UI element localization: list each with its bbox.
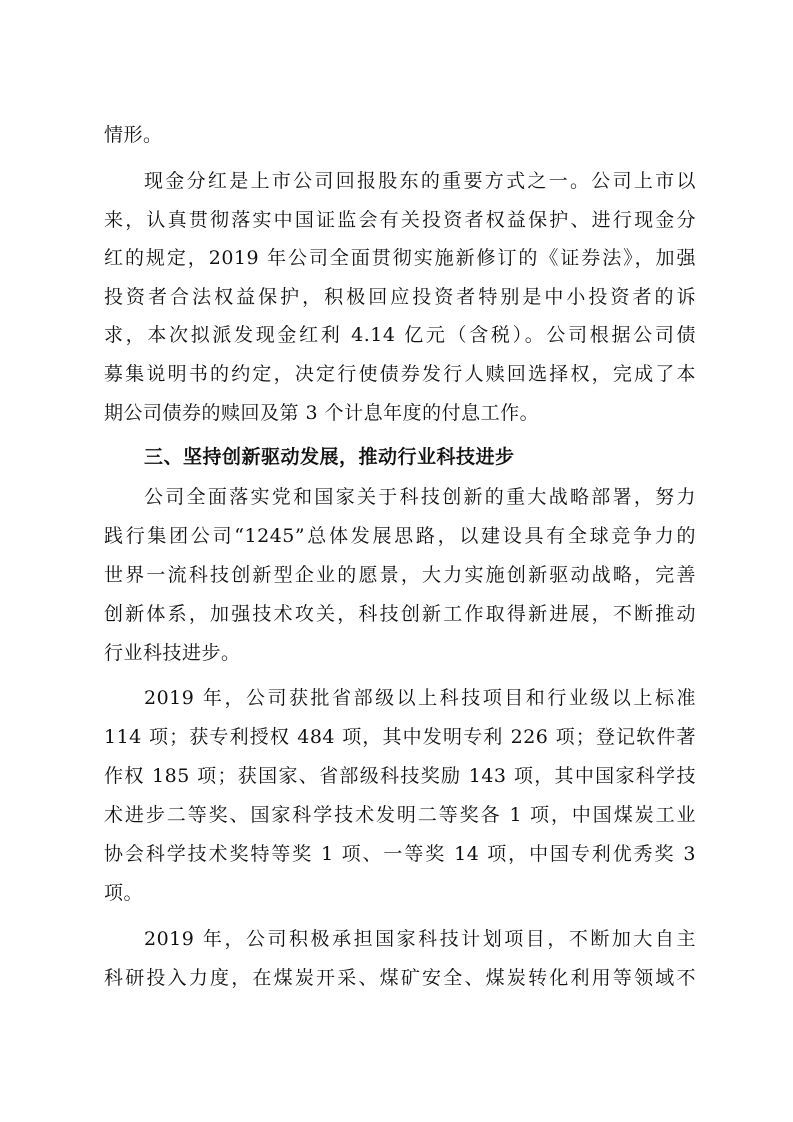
paragraph-innovation-line: 创新体系，加强技术攻关，科技创新工作取得新进展，不断推动 xyxy=(104,603,696,625)
paragraph-dividend-line: 来，认真贯彻落实中国证监会有关投资者权益保护、进行现金分 xyxy=(104,209,696,231)
paragraph-fragment-line: 情形。 xyxy=(104,124,163,146)
paragraph-dividend-line: 现金分红是上市公司回报股东的重要方式之一。公司上市以 xyxy=(144,170,696,192)
paragraph-dividend-line: 投资者合法权益保护，积极回应投资者特别是中小投资者的诉 xyxy=(104,286,696,308)
paragraph-achievements-line: 2019 年，公司获批省部级以上科技项目和行业级以上标准 xyxy=(144,687,696,709)
paragraph-dividend-line: 期公司债券的赎回及第 3 个计息年度的付息工作。 xyxy=(104,402,540,424)
paragraph-achievements-line: 项。 xyxy=(104,882,144,904)
paragraph-research-line: 2019 年，公司积极承担国家科技计划项目，不断加大自主 xyxy=(144,928,696,950)
paragraph-achievements-line: 术进步二等奖、国家科学技术发明二等奖各 1 项，中国煤炭工业 xyxy=(104,804,696,826)
paragraph-dividend-line: 募集说明书的约定，决定行使债券发行人赎回选择权，完成了本 xyxy=(104,363,696,385)
paragraph-achievements-line: 协会科学技术奖特等奖 1 项、一等奖 14 项，中国专利优秀奖 3 xyxy=(104,843,696,865)
paragraph-dividend-line: 求，本次拟派发现金红利 4.14 亿元（含税）。公司根据公司债 xyxy=(104,324,696,346)
paragraph-innovation-line: 行业科技进步。 xyxy=(104,642,241,664)
paragraph-research-line: 科研投入力度，在煤炭开采、煤矿安全、煤炭转化利用等领域不 xyxy=(104,967,696,989)
paragraph-innovation-line: 公司全面落实党和国家关于科技创新的重大战略部署，努力 xyxy=(144,486,696,508)
paragraph-dividend-line: 红的规定，2019 年公司全面贯彻实施新修订的《证券法》，加强 xyxy=(104,247,696,269)
paragraph-innovation-line: 践行集团公司“1245”总体发展思路，以建设具有全球竞争力的 xyxy=(104,525,696,547)
section-heading: 三、坚持创新驱动发展，推动行业科技进步 xyxy=(144,446,515,468)
paragraph-innovation-line: 世界一流科技创新型企业的愿景，大力实施创新驱动战略，完善 xyxy=(104,564,696,586)
paragraph-achievements-line: 114 项；获专利授权 484 项，其中发明专利 226 项；登记软件著 xyxy=(104,726,696,748)
paragraph-achievements-line: 作权 185 项；获国家、省部级科技奖励 143 项，其中国家科学技 xyxy=(104,765,696,787)
